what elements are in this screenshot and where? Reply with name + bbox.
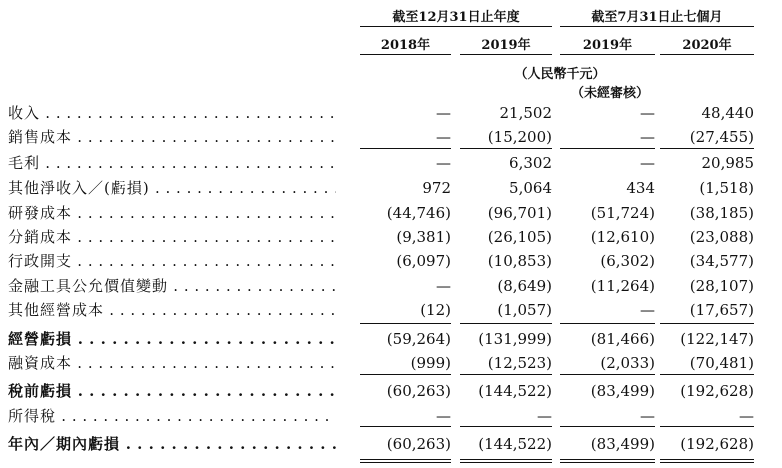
row-value: (8,649) [497, 277, 552, 295]
table-row [0, 380, 782, 402]
col-header-2019-fy: 2019年 [481, 38, 531, 53]
row-label: 分銷成本 . . . [8, 226, 336, 248]
col-header-2020-7m: 2020年 [682, 38, 732, 53]
row-value: (59,264) [386, 330, 451, 348]
double-rule-top-3 [660, 459, 754, 460]
row-value: 21,502 [499, 104, 552, 122]
group-header-seven-months-underline [560, 26, 754, 27]
row-value: (51,724) [590, 204, 655, 222]
row-value: (1,057) [497, 301, 552, 319]
row-value: (192,628) [680, 435, 754, 453]
row-value: (44,746) [386, 204, 451, 222]
row-value: (83,499) [590, 435, 655, 453]
row-label: 毛利 . . . [8, 152, 336, 174]
row-value: 20,985 [701, 154, 754, 172]
rule-after-finance-cost-1 [460, 374, 552, 375]
row-value: — [640, 128, 655, 146]
group-header-full-year: 截至12月31日止年度 [392, 10, 520, 25]
col-header-2018: 2018年 [380, 38, 431, 53]
row-value: (23,088) [689, 228, 754, 246]
row-value: — [436, 407, 451, 425]
row-value: — [640, 154, 655, 172]
row-value: (122,147) [680, 330, 754, 348]
rule-after-other-opex-1 [460, 323, 552, 324]
row-value: (12) [420, 301, 451, 319]
table-row [0, 275, 782, 297]
row-value: (131,999) [478, 330, 552, 348]
rule-after-income-tax-2 [560, 426, 655, 427]
row-label: 行政開支 . . . [8, 250, 336, 272]
table-row [0, 102, 782, 124]
row-value: (10,853) [487, 252, 552, 270]
row-value: — [640, 104, 655, 122]
row-label: 金融工具公允價值變動 . . . [8, 275, 336, 297]
row-value: (1,518) [699, 179, 754, 197]
rule-after-finance-cost-0 [360, 374, 451, 375]
row-label: 其他經營成本 . . . [8, 299, 336, 321]
row-value: 434 [626, 179, 655, 197]
group-header-full-year-underline [360, 26, 552, 27]
row-label: 稅前虧損 . . . [8, 380, 336, 402]
row-value: (9,381) [396, 228, 451, 246]
row-value: (81,466) [590, 330, 655, 348]
row-label: 所得稅 . . . [8, 405, 336, 427]
rule-after-other-opex-3 [660, 323, 754, 324]
col-header-underline-1 [460, 54, 552, 55]
row-value: (12,523) [487, 354, 552, 372]
double-rule-bottom-3 [660, 462, 754, 463]
double-rule-top-2 [560, 459, 655, 460]
rule-after-other-opex-0 [360, 323, 451, 324]
row-value: (15,200) [487, 128, 552, 146]
col-header-underline-2 [560, 54, 655, 55]
table-row [0, 405, 782, 427]
rule-after-cost-of-sales-3 [660, 148, 754, 149]
table-row [0, 202, 782, 224]
rule-after-cost-of-sales-2 [560, 148, 655, 149]
row-value: (192,628) [680, 382, 754, 400]
rule-after-finance-cost-3 [660, 374, 754, 375]
row-value: 5,064 [509, 179, 552, 197]
table-row [0, 152, 782, 174]
row-value: — [436, 277, 451, 295]
row-value: — [436, 104, 451, 122]
col-header-underline-3 [660, 54, 754, 55]
row-value: (60,263) [386, 382, 451, 400]
row-value: (83,499) [590, 382, 655, 400]
row-label: 收入 . . . [8, 102, 336, 124]
row-value: 6,302 [509, 154, 552, 172]
row-label: 經營虧損 . . . [8, 328, 336, 350]
row-value: (27,455) [689, 128, 754, 146]
row-value: (12,610) [590, 228, 655, 246]
table-row [0, 177, 782, 199]
row-label: 銷售成本 . . . [8, 126, 336, 148]
row-value: (26,105) [487, 228, 552, 246]
table-row [0, 433, 782, 455]
group-header-seven-months: 截至7月31日止七個月 [591, 10, 723, 25]
row-value: — [436, 154, 451, 172]
row-label: 融資成本 . . . [8, 352, 336, 374]
row-value: 48,440 [701, 104, 754, 122]
row-label: 年內／期內虧損 . . . [8, 433, 336, 455]
double-rule-bottom-0 [360, 462, 451, 463]
row-value: (38,185) [689, 204, 754, 222]
unaudited-note: （未經審核） [570, 86, 649, 101]
double-rule-bottom-2 [560, 462, 655, 463]
double-rule-bottom-1 [460, 462, 552, 463]
row-value: (144,522) [478, 435, 552, 453]
row-value: 972 [422, 179, 451, 197]
row-value: (2,033) [600, 354, 655, 372]
double-rule-top-0 [360, 459, 451, 460]
row-label: 研發成本 . . . [8, 202, 336, 224]
table-row [0, 352, 782, 374]
row-value: — [640, 407, 655, 425]
row-label: 其他淨收入／(虧損) . . . [8, 177, 336, 199]
row-value: (96,701) [487, 204, 552, 222]
row-value: (6,302) [600, 252, 655, 270]
row-value: — [436, 128, 451, 146]
table-row [0, 328, 782, 350]
table-row [0, 250, 782, 272]
rule-after-other-opex-2 [560, 323, 655, 324]
table-row [0, 226, 782, 248]
row-value: (70,481) [689, 354, 754, 372]
col-header-2019-7m: 2019年 [582, 38, 633, 53]
rule-after-cost-of-sales-0 [360, 148, 451, 149]
row-value: (34,577) [689, 252, 754, 270]
row-value: (6,097) [396, 252, 451, 270]
row-value: — [537, 407, 552, 425]
row-value: (144,522) [478, 382, 552, 400]
table-row [0, 299, 782, 321]
unit-note: （人民幣千元） [514, 67, 606, 82]
col-header-underline-0 [360, 54, 451, 55]
row-value: (17,657) [689, 301, 754, 319]
row-value: (999) [410, 354, 451, 372]
row-value: — [739, 407, 754, 425]
row-value: — [640, 301, 655, 319]
rule-after-income-tax-0 [360, 426, 451, 427]
row-value: (11,264) [590, 277, 655, 295]
table-row [0, 126, 782, 148]
double-rule-top-1 [460, 459, 552, 460]
row-value: (28,107) [689, 277, 754, 295]
row-value: (60,263) [386, 435, 451, 453]
rule-after-finance-cost-2 [560, 374, 655, 375]
rule-after-income-tax-1 [460, 426, 552, 427]
rule-after-cost-of-sales-1 [460, 148, 552, 149]
rule-after-income-tax-3 [660, 426, 754, 427]
